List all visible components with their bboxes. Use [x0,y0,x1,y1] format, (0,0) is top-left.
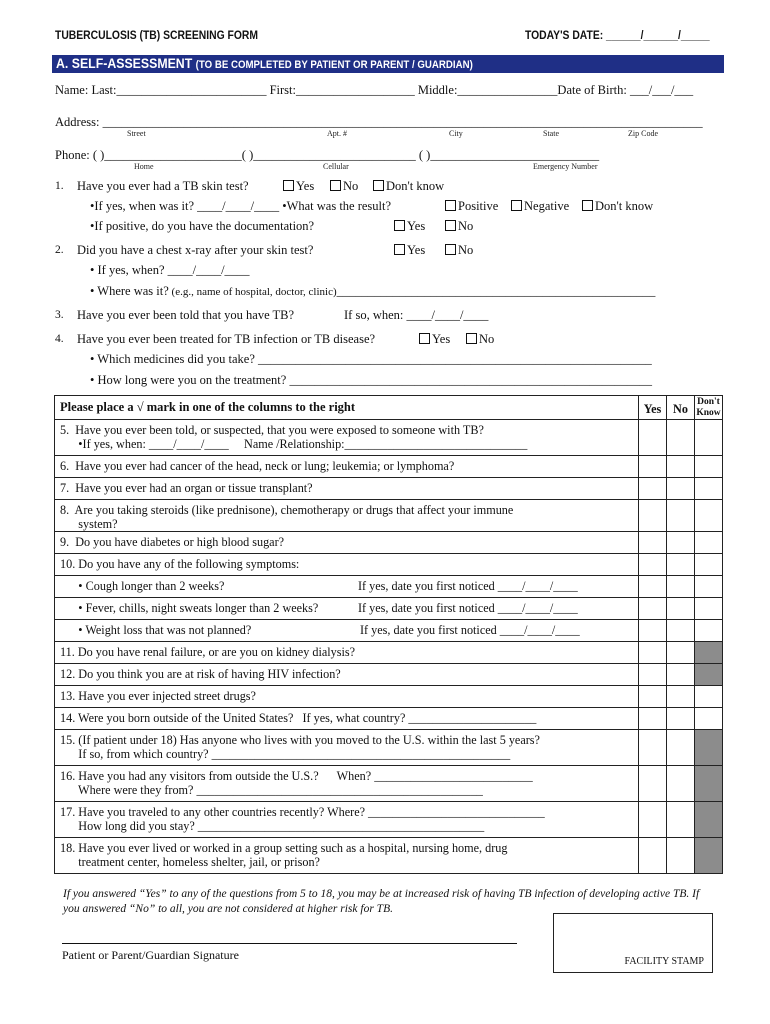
q2-when[interactable]: • If yes, when? ____/____/____ [90,263,250,277]
q3-when[interactable]: If so, when: ____/____/____ [344,308,489,322]
q4-text: Have you ever been treated for TB infection or TB disease? [77,332,376,346]
question-followup[interactable]: If so, from which country? _________________________________________________ [60,747,511,761]
answer-cell-no[interactable] [667,420,695,456]
answer-cell-no[interactable] [667,766,695,802]
answer-cell-yes[interactable] [639,456,667,478]
answer-cell-yes[interactable] [639,642,667,664]
question-text: 12. Do you think you are at risk of having HIV infection? [60,667,341,681]
question-text: 11. Do you have renal failure, or are you on kidney dialysis? [60,645,356,659]
question-cell [55,620,639,642]
answer-cell-no[interactable] [667,642,695,664]
answer-cell-yes[interactable] [639,532,667,554]
answer-cell-dont-know[interactable] [695,478,723,500]
q3-number: 3. [55,309,64,321]
question-cell [55,686,639,708]
answer-cell-dont-know [695,664,723,686]
q1-number: 1. [55,180,64,192]
address-apt-label: Apt. # [327,129,347,138]
answer-cell-yes[interactable] [639,708,667,730]
answer-cell-no[interactable] [667,730,695,766]
table-row [55,642,723,664]
answer-cell-yes[interactable] [639,664,667,686]
checkbox-icon[interactable] [445,220,456,231]
q2-where[interactable]: • Where was it? (e.g., name of hospital, doctor, clinic)___________________________________________________ [90,284,656,298]
table-row [55,420,723,456]
checkbox-icon[interactable] [330,180,341,191]
question-text: 8. Are you taking steroids (like prednisone), chemotherapy or drugs that affect your immune [60,503,514,517]
answer-cell-yes[interactable] [639,576,667,598]
phone-cellular-label: Cellular [323,162,349,171]
q1-yes[interactable]: Yes [283,179,314,194]
answer-cell-dont-know [695,642,723,664]
table-instruction: Please place a √ mark in one of the columns to the right [55,396,639,420]
question-cell [55,642,639,664]
q2-number: 2. [55,244,64,256]
answer-cell-yes[interactable] [639,420,667,456]
q1-text: Have you ever had a TB skin test? [77,179,249,193]
question-text: 5. Have you ever been told, or suspected, that you were exposed to someone with TB? [60,423,484,437]
checkbox-icon[interactable] [582,200,593,211]
answer-cell-no[interactable] [667,456,695,478]
question-cell [55,456,639,478]
answer-cell-no[interactable] [667,802,695,838]
q1-doc-yes[interactable]: Yes [394,219,425,234]
question-text: • Cough longer than 2 weeks? [60,579,225,593]
question-text: • Weight loss that was not planned? [60,623,252,637]
table-row [55,838,723,874]
table-row [55,708,723,730]
table-row [55,686,723,708]
answer-cell-no[interactable] [667,478,695,500]
answer-cell-no[interactable] [667,686,695,708]
table-row [55,766,723,802]
address-zip-label: Zip Code [628,129,658,138]
question-followup[interactable]: Where were they from? _______________________________________________ [60,783,483,797]
question-text: 17. Have you traveled to any other countries recently? Where? _____________________________ [60,805,545,819]
question-cell [55,478,639,500]
phone-home-label: Home [134,162,154,171]
question-followup: system? [60,517,118,531]
answer-cell-dont-know[interactable] [695,456,723,478]
col-header-yes: Yes [639,396,667,420]
question-text: 18. Have you ever lived or worked in a group setting such as a hospital, nursing home, drug [60,841,508,855]
q1-documentation: •If positive, do you have the documentation? [90,219,315,233]
address-field[interactable]: Address: ________________________________________________________________________________________________ [55,115,703,129]
section-note: (TO BE COMPLETED BY PATIENT OR PARENT / GUARDIAN) [195,59,473,71]
question-cell [55,766,639,802]
answer-cell-dont-know[interactable] [695,686,723,708]
answer-cell-dont-know [695,802,723,838]
question-cell [55,802,639,838]
answer-cell-dont-know[interactable] [695,598,723,620]
q1-positive[interactable]: Positive [445,199,498,214]
q4-duration[interactable]: • How long were you on the treatment? __________________________________________________________ [90,373,652,387]
facility-stamp-box [553,913,713,973]
checkbox-icon[interactable] [445,200,456,211]
todays-date-field[interactable]: TODAY'S DATE: ______/______/_____ [525,30,710,42]
answer-cell-dont-know [695,766,723,802]
address-state-label: State [543,129,559,138]
signature-label: Patient or Parent/Guardian Signature [62,948,239,962]
form-title: TUBERCULOSIS (TB) SCREENING FORM [55,30,258,42]
answer-cell-yes[interactable] [639,478,667,500]
answer-cell-no[interactable] [667,554,695,576]
q1-dont-know[interactable]: Don't know [373,179,444,194]
col-header-dont-know: Don't Know [696,397,721,418]
answer-cell-no[interactable] [667,532,695,554]
question-cell [55,664,639,686]
answer-cell-dont-know[interactable] [695,500,723,532]
question-cell [55,838,639,874]
question-text: 15. (If patient under 18) Has anyone who lives with you moved to the U.S. within the last 5 years? [60,733,540,747]
answer-cell-dont-know[interactable] [695,620,723,642]
question-text: 7. Have you ever had an organ or tissue transplant? [60,481,313,495]
checkbox-icon[interactable] [419,333,430,344]
table-row [55,802,723,838]
q1-doc-no[interactable]: No [445,219,473,234]
q4-number: 4. [55,333,64,345]
risk-note: If you answered “Yes” to any of the questions from 5 to 18, you may be at increased risk of having TB infection of developing active TB. If you answered “No” to all, you are not considered at higher risk for TB. [63,888,700,915]
answer-cell-dont-know[interactable] [695,532,723,554]
phone-emergency-label: Emergency Number [533,162,598,171]
answer-cell-yes[interactable] [639,620,667,642]
name-row[interactable]: Name: Last:________________________ First:___________________ Middle:________________Date of Birth: ___/___/___ [55,83,694,97]
question-text: • Fever, chills, night sweats longer than 2 weeks? [60,601,319,615]
answer-cell-no[interactable] [667,838,695,874]
question-cell [55,598,639,620]
table-row [55,500,723,532]
q4-no[interactable]: No [466,332,494,347]
section-label: A. SELF-ASSESSMENT [56,55,193,71]
table-row [55,730,723,766]
facility-stamp-label: FACILITY STAMP [624,956,704,967]
answer-cell-yes[interactable] [639,598,667,620]
q4-yes[interactable]: Yes [419,332,450,347]
answer-cell-no[interactable] [667,598,695,620]
checkbox-icon[interactable] [511,200,522,211]
answer-cell-yes[interactable] [639,730,667,766]
table-row [55,664,723,686]
question-cell [55,576,639,598]
symptom-date-field[interactable]: If yes, date you first noticed ____/____/____ [358,579,578,593]
answer-cell-dont-know[interactable] [695,576,723,598]
table-row [55,554,723,576]
answer-cell-yes[interactable] [639,554,667,576]
q1-no[interactable]: No [330,179,358,194]
table-row [55,576,723,598]
checkbox-icon[interactable] [466,333,477,344]
question-text: 14. Were you born outside of the United States? If yes, what country? _____________________ [60,711,537,725]
checkbox-icon[interactable] [445,244,456,255]
question-text: 9. Do you have diabetes or high blood sugar? [60,535,285,549]
signature-line[interactable] [62,943,517,944]
answer-cell-dont-know [695,838,723,874]
question-cell [55,532,639,554]
answer-cell-no[interactable] [667,708,695,730]
q4-medicines[interactable]: • Which medicines did you take? _______________________________________________________________ [90,352,652,366]
q2-no[interactable]: No [445,243,473,258]
symptom-date-field[interactable]: If yes, date you first noticed ____/____/____ [358,601,578,615]
address-street-label: Street [127,129,146,138]
address-city-label: City [449,129,463,138]
risk-questions-table [54,395,723,874]
table-row [55,478,723,500]
table-row [55,598,723,620]
question-text: 10. Do you have any of the following symptoms: [60,557,300,571]
section-a-bar [52,55,724,73]
question-text: 13. Have you ever injected street drugs? [60,689,256,703]
answer-cell-yes[interactable] [639,838,667,874]
answer-cell-no[interactable] [667,620,695,642]
phone-field[interactable]: Phone: ( )______________________( )__________________________ ( )___________________________ [55,148,600,162]
answer-cell-no[interactable] [667,576,695,598]
table-row [55,456,723,478]
q1-when[interactable]: •If yes, when was it? ____/____/____ •What was the result? [90,199,392,213]
table-row [55,620,723,642]
answer-cell-yes[interactable] [639,686,667,708]
question-cell [55,554,639,576]
symptom-date-field[interactable]: If yes, date you first noticed ____/____/____ [360,623,580,637]
q1-dont-know-2[interactable]: Don't know [582,199,653,214]
answer-cell-yes[interactable] [639,500,667,532]
question-cell [55,500,639,532]
question-cell [55,730,639,766]
q3-text: Have you ever been told that you have TB? [77,308,295,322]
q1-negative[interactable]: Negative [511,199,569,214]
checkbox-icon[interactable] [283,180,294,191]
q2-text: Did you have a chest x-ray after your skin test? [77,243,314,257]
question-text: 16. Have you had any visitors from outside the U.S.? When? __________________________ [60,769,533,783]
answer-cell-yes[interactable] [639,802,667,838]
answer-cell-no[interactable] [667,500,695,532]
question-followup[interactable]: •If yes, when: ____/____/____ Name /Relationship:______________________________ [60,437,528,451]
question-text: 6. Have you ever had cancer of the head, neck or lung; leukemia; or lymphoma? [60,459,455,473]
question-cell [55,708,639,730]
answer-cell-no[interactable] [667,664,695,686]
col-header-no: No [667,396,695,420]
answer-cell-dont-know[interactable] [695,708,723,730]
q2-yes[interactable]: Yes [394,243,425,258]
answer-cell-yes[interactable] [639,766,667,802]
table-row [55,532,723,554]
checkbox-icon[interactable] [373,180,384,191]
question-cell [55,420,639,456]
answer-cell-dont-know[interactable] [695,420,723,456]
question-followup[interactable]: How long did you stay? _______________________________________________ [60,819,485,833]
checkbox-icon[interactable] [394,220,405,231]
answer-cell-dont-know[interactable] [695,554,723,576]
answer-cell-dont-know [695,730,723,766]
checkbox-icon[interactable] [394,244,405,255]
question-followup: treatment center, homeless shelter, jail, or prison? [60,855,320,869]
